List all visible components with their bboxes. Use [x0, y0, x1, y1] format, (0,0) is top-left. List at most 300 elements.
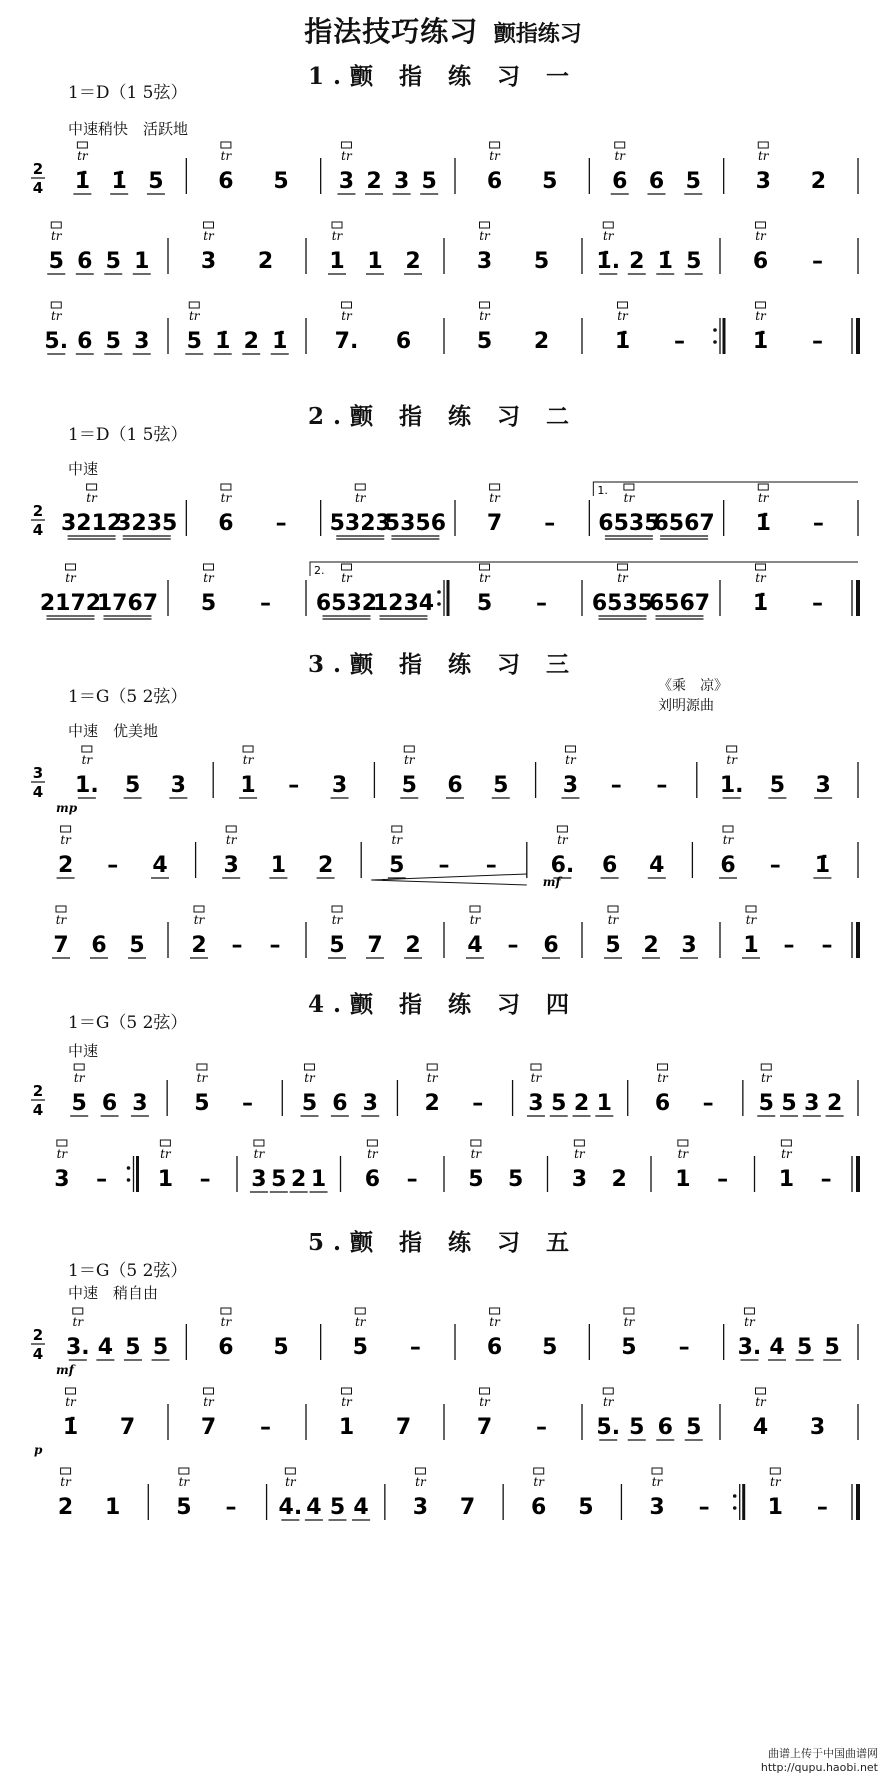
- down-bow-mark: [490, 142, 500, 148]
- down-bow-mark: [82, 746, 92, 752]
- jianpu-note: 6: [654, 1091, 671, 1116]
- jianpu-note: 1: [105, 1495, 121, 1520]
- jianpu-note: 5: [685, 169, 701, 194]
- jianpu-note: 3: [54, 1167, 70, 1192]
- down-bow-mark: [480, 1388, 490, 1394]
- jianpu-note: 6: [486, 1335, 503, 1360]
- trill-mark: tr: [617, 309, 628, 323]
- jianpu-note: 2: [57, 1495, 74, 1520]
- jianpu-note: 5: [421, 169, 437, 194]
- jianpu-note: 6: [91, 933, 107, 958]
- down-bow-mark: [415, 1468, 425, 1474]
- jianpu-note: 2: [191, 933, 207, 958]
- jianpu-note: 6: [752, 249, 769, 274]
- repeat-dot: [437, 602, 441, 606]
- down-bow-mark: [758, 484, 768, 490]
- jianpu-note: 1: [596, 1091, 612, 1116]
- down-bow-mark: [565, 746, 575, 752]
- down-bow-mark: [73, 1308, 83, 1314]
- down-bow-mark: [603, 1388, 613, 1394]
- jianpu-note: 6567: [653, 511, 715, 536]
- jianpu-note: 3: [562, 773, 579, 798]
- composer: 刘明源曲: [658, 698, 714, 714]
- down-bow-mark: [618, 302, 628, 308]
- time-signature-top: 2: [32, 1082, 44, 1100]
- down-bow-mark: [534, 1468, 544, 1474]
- down-bow-mark: [367, 1140, 377, 1146]
- jianpu-note: –: [199, 1167, 211, 1192]
- jianpu-note: 3: [412, 1495, 429, 1520]
- staff-svg: [0, 1384, 886, 1457]
- dynamic-mark: mf: [56, 1363, 74, 1377]
- jianpu-note: –: [717, 1167, 729, 1192]
- jianpu-note: 3: [223, 853, 239, 878]
- jianpu-note: 1.: [719, 773, 744, 798]
- jianpu-note: 2: [424, 1091, 440, 1116]
- down-bow-mark: [341, 142, 351, 148]
- trill-mark: tr: [77, 149, 88, 163]
- jianpu-note: 1̇: [814, 853, 831, 878]
- down-bow-mark: [746, 906, 756, 912]
- trill-mark: tr: [86, 491, 97, 505]
- jianpu-note: 3212: [60, 511, 123, 536]
- trill-mark: tr: [469, 913, 481, 927]
- jianpu-note: –: [698, 1495, 710, 1520]
- jianpu-note: 2172: [39, 591, 102, 616]
- jianpu-note: 5: [401, 773, 417, 798]
- staff-svg: [0, 138, 886, 198]
- jianpu-note: 3: [331, 773, 348, 798]
- jianpu-note: 3.: [737, 1335, 762, 1360]
- jianpu-note: 3: [362, 1091, 378, 1116]
- jianpu-note: 5: [105, 249, 121, 274]
- main-subtitle: 颤指练习: [493, 22, 582, 47]
- down-bow-mark: [770, 1468, 780, 1474]
- down-bow-mark: [304, 1064, 314, 1070]
- jianpu-note: 5: [271, 1167, 287, 1192]
- jianpu-note: –: [485, 853, 497, 878]
- jianpu-note: 6: [543, 933, 559, 958]
- trill-mark: tr: [304, 1071, 315, 1085]
- jianpu-note: 5: [48, 249, 64, 274]
- trill-mark: tr: [530, 1071, 542, 1085]
- down-bow-mark: [226, 826, 236, 832]
- jianpu-note: 5: [476, 591, 493, 616]
- staff-row: [0, 298, 886, 358]
- jianpu-note: 6: [77, 329, 93, 354]
- jianpu-note: 2: [405, 249, 421, 274]
- jianpu-note: –: [260, 1415, 271, 1440]
- jianpu-note: 3: [251, 1167, 267, 1192]
- trill-mark: tr: [677, 1147, 689, 1161]
- piece-credit: [658, 676, 728, 716]
- down-bow-mark: [727, 746, 737, 752]
- dynamic-mark: mp: [56, 801, 78, 815]
- jianpu-note: 5: [200, 591, 217, 616]
- jianpu-note: 5.: [596, 1415, 621, 1440]
- trill-mark: tr: [220, 491, 232, 505]
- down-bow-mark: [197, 1064, 207, 1070]
- trill-mark: tr: [354, 1315, 366, 1329]
- down-bow-mark: [624, 1308, 634, 1314]
- jianpu-note: –: [678, 1335, 690, 1360]
- down-bow-mark: [624, 484, 634, 490]
- jianpu-note: 5: [105, 329, 121, 354]
- jianpu-note: 1̇.: [596, 249, 621, 274]
- down-bow-mark: [57, 1140, 67, 1146]
- staff-row: [0, 560, 886, 620]
- down-bow-mark: [490, 1308, 500, 1314]
- staff-svg: [0, 742, 886, 815]
- down-bow-mark: [404, 746, 414, 752]
- jianpu-note: 3: [804, 1091, 820, 1116]
- trill-mark: tr: [479, 309, 490, 323]
- trill-mark: tr: [341, 149, 352, 163]
- trill-mark: tr: [203, 1395, 214, 1409]
- down-bow-mark: [204, 222, 214, 228]
- staff-svg: [0, 1464, 886, 1524]
- jianpu-note: 6: [364, 1167, 381, 1192]
- jianpu-note: 1: [767, 1495, 783, 1520]
- trill-mark: tr: [602, 1395, 614, 1409]
- jianpu-note: 1̇: [272, 329, 288, 354]
- trill-mark: tr: [50, 309, 62, 323]
- exercise-4-tempo: 中速: [68, 1042, 99, 1060]
- jianpu-note: 5: [824, 1335, 840, 1360]
- trill-mark: tr: [65, 571, 76, 585]
- trill-mark: tr: [220, 1315, 232, 1329]
- staff-row: [0, 902, 886, 962]
- down-bow-mark: [678, 1140, 688, 1146]
- trill-mark: tr: [285, 1475, 296, 1489]
- jianpu-note: 1̇: [614, 329, 631, 354]
- jianpu-note: 5: [129, 933, 145, 958]
- jianpu-note: 5: [329, 1495, 346, 1520]
- jianpu-note: –: [472, 1091, 484, 1116]
- jianpu-note: 2: [611, 1167, 627, 1192]
- jianpu-note: 3: [132, 1091, 148, 1116]
- jianpu-note: 5: [352, 1335, 368, 1360]
- repeat-dot: [713, 340, 717, 344]
- jianpu-note: 5: [194, 1091, 210, 1116]
- repeat-dot: [437, 590, 441, 594]
- down-bow-mark: [74, 1064, 84, 1070]
- jianpu-note: –: [507, 933, 519, 958]
- down-bow-mark: [608, 906, 618, 912]
- down-bow-mark: [285, 1468, 295, 1474]
- jianpu-note: 3: [755, 169, 771, 194]
- footer-url: http://qupu.haobi.net: [760, 1761, 878, 1774]
- jianpu-note: 5: [686, 1415, 702, 1440]
- trill-mark: tr: [722, 833, 734, 847]
- jianpu-note: 3: [681, 933, 697, 958]
- jianpu-note: 1234: [372, 591, 435, 616]
- trill-mark: tr: [56, 1147, 68, 1161]
- staff-svg: [0, 1304, 886, 1377]
- jianpu-note: –: [231, 933, 243, 958]
- jianpu-note: 6: [531, 1495, 547, 1520]
- jianpu-note: 3.: [65, 1335, 90, 1360]
- jianpu-note: 1̇: [657, 249, 673, 274]
- trill-mark: tr: [160, 1147, 171, 1161]
- down-bow-mark: [756, 222, 766, 228]
- down-bow-mark: [758, 142, 768, 148]
- down-bow-mark: [618, 564, 628, 570]
- jianpu-note: –: [769, 853, 781, 878]
- jianpu-note: 6: [648, 169, 665, 194]
- down-bow-mark: [557, 826, 567, 832]
- exercise-5-tempo: 中速 稍自由: [68, 1284, 159, 1302]
- dynamic-mark: p: [34, 1443, 43, 1457]
- down-bow-mark: [342, 302, 352, 308]
- jianpu-note: 5: [542, 169, 558, 194]
- staff-row: [0, 1384, 886, 1457]
- staff-row: [0, 1060, 886, 1120]
- jianpu-note: 7: [200, 1415, 217, 1440]
- jianpu-note: 5: [493, 773, 509, 798]
- jianpu-note: 2: [533, 329, 550, 354]
- time-signature-top: 2: [32, 502, 44, 520]
- repeat-dot: [127, 1166, 131, 1170]
- time-signature-bottom: 4: [32, 179, 44, 197]
- jianpu-note: 7: [476, 1415, 493, 1440]
- time-signature-top: 3: [32, 764, 44, 782]
- down-bow-mark: [179, 1468, 189, 1474]
- jianpu-note: 4: [306, 1495, 322, 1520]
- jianpu-note: 5: [468, 1167, 484, 1192]
- dynamic-mark: mf: [542, 875, 561, 889]
- jianpu-note: 5: [769, 773, 786, 798]
- jianpu-note: 7.: [334, 329, 359, 354]
- down-bow-mark: [204, 564, 214, 570]
- jianpu-note: –: [816, 1495, 828, 1520]
- jianpu-note: 7: [367, 933, 383, 958]
- jianpu-note: 3: [393, 169, 410, 194]
- footer-site: 曲谱上传于中国曲谱网: [768, 1747, 878, 1760]
- jianpu-note: 2: [317, 853, 334, 878]
- staff-row: [0, 1464, 886, 1524]
- jianpu-note: 6567: [648, 591, 711, 616]
- jianpu-note: 6: [332, 1091, 348, 1116]
- down-bow-mark: [471, 1140, 481, 1146]
- staff-row: [0, 1136, 886, 1196]
- staff-svg: [0, 298, 886, 358]
- jianpu-note: 2: [57, 853, 74, 878]
- jianpu-note: 5: [621, 1335, 637, 1360]
- exercise-5-key: 1＝G（5 2弦）: [68, 1261, 188, 1281]
- trill-mark: tr: [50, 229, 62, 243]
- jianpu-note: 1̇: [74, 169, 91, 194]
- trill-mark: tr: [770, 1475, 781, 1489]
- jianpu-note: 3: [649, 1495, 665, 1520]
- jianpu-note: 1̇: [755, 511, 771, 536]
- jianpu-note: 6532: [315, 591, 378, 616]
- staff-svg: [0, 1136, 886, 1196]
- jianpu-note: 2: [257, 249, 274, 274]
- trill-mark: tr: [65, 1395, 76, 1409]
- down-bow-mark: [355, 1308, 365, 1314]
- jianpu-note: 4: [152, 853, 168, 878]
- down-bow-mark: [51, 222, 61, 228]
- jianpu-note: 6: [218, 169, 234, 194]
- jianpu-note: 1: [329, 249, 345, 274]
- jianpu-note: 5: [124, 773, 141, 798]
- exercise-4-key: 1＝G（5 2弦）: [68, 1013, 188, 1033]
- jianpu-note: 5: [686, 249, 702, 274]
- down-bow-mark: [744, 1308, 754, 1314]
- down-bow-mark: [392, 826, 402, 832]
- trill-mark: tr: [479, 571, 490, 585]
- jianpu-note: –: [812, 329, 823, 354]
- staff-row: [0, 1304, 886, 1377]
- down-bow-mark: [342, 564, 352, 570]
- trill-mark: tr: [253, 1147, 265, 1161]
- jianpu-note: –: [536, 591, 547, 616]
- trill-mark: tr: [415, 1475, 426, 1489]
- jianpu-note: 4: [467, 933, 483, 958]
- jianpu-note: 2: [643, 933, 659, 958]
- jianpu-note: 6: [601, 853, 618, 878]
- trill-mark: tr: [60, 833, 71, 847]
- jianpu-note: 5: [758, 1091, 774, 1116]
- trill-mark: tr: [614, 149, 626, 163]
- jianpu-note: –: [820, 1167, 832, 1192]
- down-bow-mark: [87, 484, 97, 490]
- down-bow-mark: [615, 142, 625, 148]
- jianpu-note: 3: [476, 249, 493, 274]
- jianpu-note: 6: [612, 169, 628, 194]
- down-bow-mark: [756, 302, 766, 308]
- down-bow-mark: [61, 1468, 71, 1474]
- time-signature-top: 2: [32, 1326, 44, 1344]
- watermark-footer: [761, 1747, 878, 1775]
- down-bow-mark: [761, 1064, 771, 1070]
- jianpu-note: 5323: [329, 511, 391, 536]
- trill-mark: tr: [623, 491, 635, 505]
- exercise-4-title: 4.颤 指 练 习 四: [307, 991, 579, 1018]
- down-bow-mark: [723, 826, 733, 832]
- jianpu-note: 5: [578, 1495, 594, 1520]
- jianpu-note: 3: [528, 1091, 544, 1116]
- jianpu-note: 5: [533, 249, 550, 274]
- exercise-2-key: 1＝D（1 5弦）: [68, 425, 188, 445]
- jianpu-note: 6: [657, 1415, 673, 1440]
- jianpu-note: –: [269, 933, 281, 958]
- jianpu-note: 1̇: [111, 169, 127, 194]
- trill-mark: tr: [203, 229, 214, 243]
- jianpu-note: –: [821, 933, 833, 958]
- down-bow-mark: [204, 1388, 214, 1394]
- exercise-3-tempo: 中速 优美地: [68, 722, 159, 740]
- jianpu-note: 3235: [116, 511, 178, 536]
- jianpu-note: –: [409, 1335, 421, 1360]
- jianpu-note: 4.: [278, 1495, 303, 1520]
- trill-mark: tr: [781, 1147, 792, 1161]
- trill-mark: tr: [757, 149, 769, 163]
- repeat-dot: [127, 1178, 131, 1182]
- jianpu-note: 5: [542, 1335, 558, 1360]
- jianpu-note: –: [656, 773, 668, 798]
- jianpu-note: –: [406, 1167, 418, 1192]
- trill-mark: tr: [479, 1395, 490, 1409]
- jianpu-note: 3: [134, 329, 150, 354]
- jianpu-note: 4: [353, 1495, 369, 1520]
- jianpu-note: 5: [389, 853, 405, 878]
- jianpu-note: 7: [53, 933, 69, 958]
- down-bow-mark: [61, 826, 71, 832]
- jianpu-note: 1: [134, 249, 150, 274]
- jianpu-note: 1: [367, 249, 383, 274]
- exercise-5-title: 5.颤 指 练 习 五: [307, 1229, 579, 1256]
- down-bow-mark: [652, 1468, 662, 1474]
- trill-mark: tr: [81, 753, 93, 767]
- trill-mark: tr: [755, 229, 766, 243]
- trill-mark: tr: [403, 753, 415, 767]
- down-bow-mark: [332, 222, 342, 228]
- staff-svg: [0, 218, 886, 278]
- trill-mark: tr: [489, 1315, 500, 1329]
- down-bow-mark: [221, 484, 231, 490]
- jianpu-note: 1̇: [752, 591, 769, 616]
- trill-mark: tr: [225, 833, 237, 847]
- jianpu-note: 4: [769, 1335, 785, 1360]
- repeat-dot: [713, 328, 717, 332]
- jianpu-note: 1: [675, 1167, 691, 1192]
- jianpu-note: 1̇: [215, 329, 231, 354]
- time-signature-top: 2: [32, 160, 44, 178]
- jianpu-note: 6: [395, 329, 412, 354]
- trill-mark: tr: [55, 913, 67, 927]
- staff-svg: [0, 902, 886, 962]
- down-bow-mark: [603, 222, 613, 228]
- exercise-1-tempo: 中速稍快 活跃地: [68, 120, 189, 138]
- trill-mark: tr: [188, 309, 200, 323]
- jianpu-note: 7: [395, 1415, 412, 1440]
- jianpu-note: 6.: [550, 853, 575, 878]
- jianpu-note: 6: [101, 1091, 118, 1116]
- exercise-2-title: 2.颤 指 练 习 二: [307, 403, 579, 430]
- jianpu-note: 1: [743, 933, 759, 958]
- exercise-1-key: 1＝D（1 5弦）: [68, 83, 188, 103]
- page-title: [0, 10, 886, 50]
- down-bow-mark: [756, 564, 766, 570]
- jianpu-note: 5: [507, 1167, 524, 1192]
- down-bow-mark: [243, 746, 253, 752]
- down-bow-mark: [490, 484, 500, 490]
- jianpu-note: 6: [218, 1335, 234, 1360]
- piece-title: 《乘 凉》: [658, 678, 728, 694]
- jianpu-note: 1.: [75, 773, 99, 798]
- jianpu-note: 2: [826, 1091, 843, 1116]
- trill-mark: tr: [341, 309, 352, 323]
- jianpu-note: 2: [243, 329, 259, 354]
- down-bow-mark: [221, 1308, 231, 1314]
- staff-row: [0, 822, 886, 889]
- jianpu-note: 3: [338, 169, 355, 194]
- trill-mark: tr: [242, 753, 254, 767]
- down-bow-mark: [574, 1140, 584, 1146]
- down-bow-mark: [427, 1064, 437, 1070]
- jianpu-note: 5: [781, 1091, 797, 1116]
- trill-mark: tr: [489, 491, 500, 505]
- trill-mark: tr: [607, 913, 619, 927]
- jianpu-note: 1: [338, 1415, 355, 1440]
- down-bow-mark: [480, 564, 490, 570]
- jianpu-note: 6535: [591, 591, 654, 616]
- trill-mark: tr: [193, 913, 205, 927]
- trill-mark: tr: [745, 913, 757, 927]
- jianpu-note: 5: [605, 933, 621, 958]
